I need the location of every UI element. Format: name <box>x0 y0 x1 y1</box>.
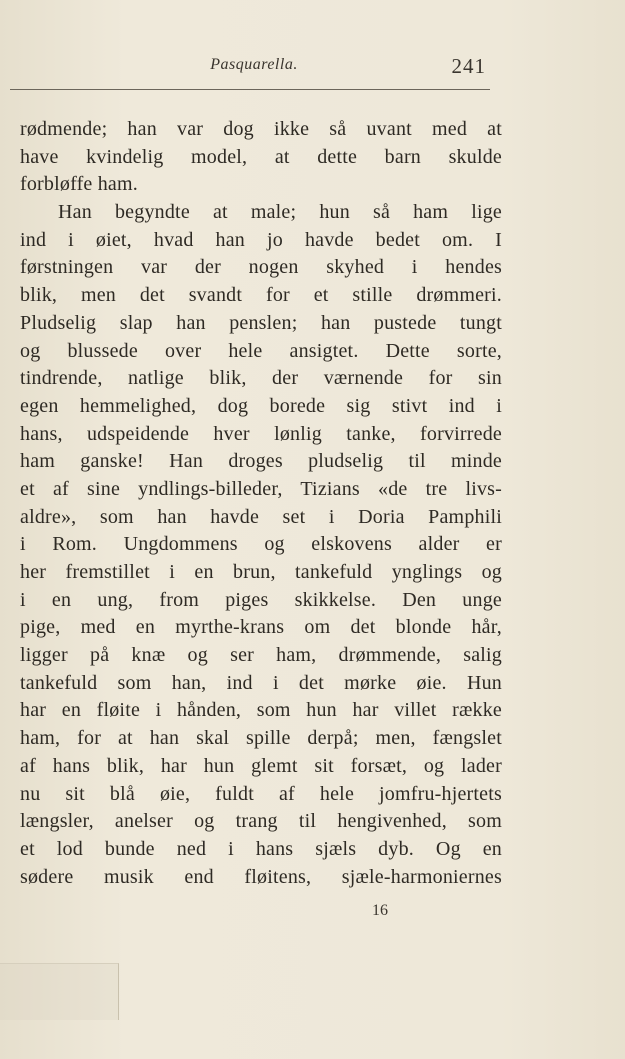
text-line: hans, udspeidende hver lønlig tanke, forvirrede <box>20 422 502 445</box>
text-line: have kvindelig model, at dette barn skulde <box>20 145 502 168</box>
text-line: et af sine yndlings-billeder, Tizians «de tre livs- <box>20 477 502 500</box>
text-line: blik, men det svandt for et stille drømmeri. <box>20 284 502 307</box>
text-line: førstningen var der nogen skyhed i hendes <box>20 256 502 279</box>
text-line: længsler, anelser og trang til hengivenhed, som <box>20 810 502 833</box>
text-line: i Rom. Ungdommens og elskovens alder er <box>20 533 502 556</box>
library-label-patch <box>0 963 119 1020</box>
page-header <box>18 52 490 82</box>
text-line: rødmende; han var dog ikke så uvant med at <box>20 118 502 140</box>
text-line: i en ung, from piges skikkelse. Den unge <box>20 588 502 611</box>
text-line: ligger på knæ og ser ham, drømmende, salig <box>20 644 502 667</box>
text-line: Han begyndte at male; hun så ham lige <box>58 201 502 224</box>
text-line: forbløffe ham. <box>20 173 138 196</box>
page-number: 241 <box>451 54 486 78</box>
text-line: aldre», som han havde set i Doria Pamphili <box>20 505 502 528</box>
text-line: ham, for at han skal spille derpå; men, fængslet <box>20 727 502 750</box>
text-line: egen hemmelighed, dog borede sig stivt ind i <box>20 394 502 417</box>
text-line: tankefuld som han, ind i det mørke øie. Hun <box>20 671 502 694</box>
text-line: tindrende, natlige blik, der værnende for sin <box>20 367 502 390</box>
text-line: et lod bunde ned i hans sjæls dyb. Og en <box>20 837 502 860</box>
text-line: sødere musik end fløitens, sjæle-harmoniernes <box>20 865 502 888</box>
text-line: nu sit blå øie, fuldt af hele jomfru-hjertets <box>20 782 502 805</box>
signature-mark: 16 <box>372 902 388 919</box>
text-line: ham ganske! Han droges pludselig til minde <box>20 450 502 473</box>
header-rule <box>10 89 490 90</box>
running-title: Pasquarella. <box>210 56 298 73</box>
text-line: og blussede over hele ansigtet. Dette sorte, <box>20 339 502 362</box>
text-line: har en fløite i hånden, som hun har villet række <box>20 699 502 722</box>
text-line: pige, med en myrthe-krans om det blonde hår, <box>20 616 502 639</box>
text-line: ind i øiet, hvad han jo havde bedet om. I <box>20 228 502 251</box>
body-text <box>20 116 502 891</box>
text-line: Pludselig slap han penslen; han pustede tungt <box>20 311 502 334</box>
text-line: her fremstillet i en brun, tankefuld ynglings og <box>20 561 502 583</box>
text-line: af hans blik, har hun glemt sit forsæt, og lader <box>20 754 502 777</box>
